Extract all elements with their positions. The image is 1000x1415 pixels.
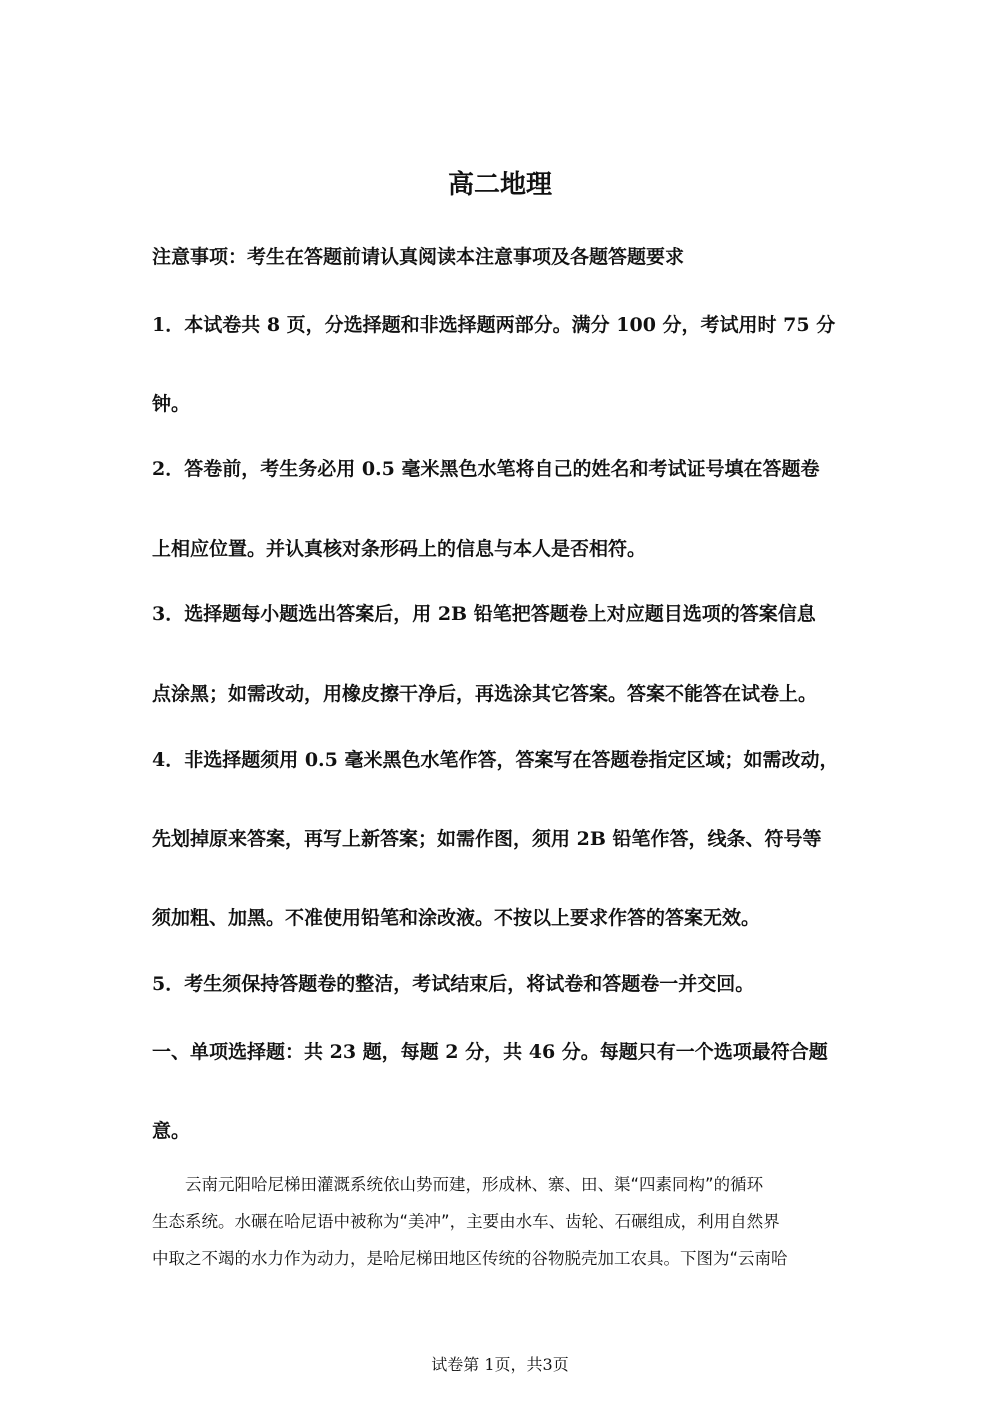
section-heading: 一、单项选择题：共 23 题，每题 2 分，共 46 分。每题只有一个选项最符合题 — [152, 1041, 828, 1063]
notice-line: 5．考生须保持答题卷的整洁，考试结束后，将试卷和答题卷一并交回。 — [152, 973, 755, 995]
notice-line: 4．非选择题须用 0.5 毫米黑色水笔作答，答案写在答题卷指定区域；如需改动， — [152, 749, 839, 771]
notice-line: 1．本试卷共 8 页，分选择题和非选择题两部分。满分 100 分，考试用时 75 分 — [152, 314, 836, 336]
notice-line: 钟。 — [152, 393, 191, 415]
notice-heading: 注意事项：考生在答题前请认真阅读本注意事项及各题答题要求 — [152, 246, 685, 268]
notice-line: 3．选择题每小题选出答案后，用 2B 铅笔把答题卷上对应题目选项的答案信息 — [152, 603, 816, 625]
notice-line: 点涂黑；如需改动，用橡皮擦干净后，再选涂其它答案。答案不能答在试卷上。 — [152, 683, 818, 705]
notice-line: 须加粗、加黑。不准使用铅笔和涂改液。不按以上要求作答的答案无效。 — [152, 907, 761, 929]
passage-line: 生态系统。水碾在哈尼语中被称为“美冲”，主要由水车、齿轮、石碾组成，利用自然界 — [152, 1212, 780, 1231]
passage-line: 云南元阳哈尼梯田灌溉系统依山势而建，形成林、寨、田、渠“四素同构”的循环 — [152, 1175, 764, 1194]
notice-line: 上相应位置。并认真核对条形码上的信息与本人是否相符。 — [152, 538, 647, 560]
section-heading-cont: 意。 — [152, 1120, 191, 1142]
notice-line: 2．答卷前，考生务必用 0.5 毫米黑色水笔将自己的姓名和考试证号填在答题卷 — [152, 458, 820, 480]
page-title: 高二地理 — [447, 170, 552, 200]
page-footer: 试卷第 1页，共3页 — [431, 1355, 569, 1374]
notice-line: 先划掉原来答案，再写上新答案；如需作图，须用 2B 铅笔作答，线条、符号等 — [152, 828, 822, 850]
passage-line: 中取之不竭的水力作为动力，是哈尼梯田地区传统的谷物脱壳加工农具。下图为“云南哈 — [152, 1249, 788, 1268]
